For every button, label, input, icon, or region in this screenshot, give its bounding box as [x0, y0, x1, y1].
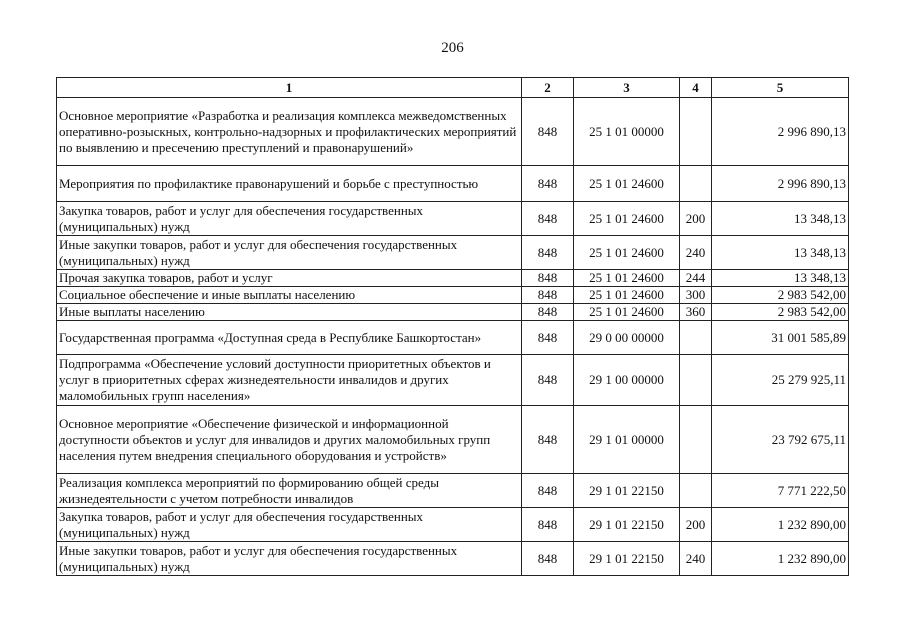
table-row	[57, 202, 849, 236]
row-code-cell: 848	[522, 287, 574, 304]
row-name-cell: Закупка товаров, работ и услуг для обеспечения государственных (муниципальных) нужд	[57, 202, 522, 236]
row-type-cell: 200	[680, 202, 712, 236]
row-amount-cell: 23 792 675,11	[712, 406, 849, 474]
row-name-cell: Иные выплаты населению	[57, 304, 522, 321]
table-row	[57, 474, 849, 508]
row-article-cell: 25 1 01 24600	[574, 166, 680, 202]
row-name-cell: Основное мероприятие «Обеспечение физической и информационной доступности объектов и услуг для инвалидов и других маломобильных групп населения путем внедрения специального оборудования и устройств»	[57, 406, 522, 474]
row-name-cell: Мероприятия по профилактике правонарушений и борьбе с преступностью	[57, 166, 522, 202]
row-article-cell: 25 1 01 24600	[574, 202, 680, 236]
table-row	[57, 98, 849, 166]
table-row	[57, 236, 849, 270]
row-article-cell: 29 1 00 00000	[574, 355, 680, 406]
row-name-cell: Социальное обеспечение и иные выплаты населению	[57, 287, 522, 304]
row-amount-cell: 2 996 890,13	[712, 98, 849, 166]
table-row	[57, 355, 849, 406]
row-amount-cell: 1 232 890,00	[712, 542, 849, 576]
header-col-5: 5	[712, 78, 849, 98]
table-row	[57, 166, 849, 202]
row-article-cell: 29 1 01 22150	[574, 474, 680, 508]
row-amount-cell: 13 348,13	[712, 270, 849, 287]
row-amount-cell: 13 348,13	[712, 202, 849, 236]
table-row	[57, 270, 849, 287]
row-type-cell: 300	[680, 287, 712, 304]
row-code-cell: 848	[522, 202, 574, 236]
row-article-cell: 29 1 01 22150	[574, 508, 680, 542]
row-type-cell	[680, 98, 712, 166]
page-number: 206	[441, 40, 464, 56]
row-code-cell: 848	[522, 166, 574, 202]
row-amount-cell: 2 996 890,13	[712, 166, 849, 202]
row-code-cell: 848	[522, 474, 574, 508]
row-code-cell: 848	[522, 236, 574, 270]
row-name-cell: Подпрограмма «Обеспечение условий доступности приоритетных объектов и услуг в приоритетных сферах жизнедеятельности инвалидов и других маломобильных групп населения»	[57, 355, 522, 406]
row-amount-cell: 13 348,13	[712, 236, 849, 270]
table-header-row	[57, 78, 849, 98]
row-code-cell: 848	[522, 270, 574, 287]
row-code-cell: 848	[522, 542, 574, 576]
row-article-cell: 25 1 01 24600	[574, 287, 680, 304]
row-name-cell: Основное мероприятие «Разработка и реализация комплекса межведомственных оперативно-розыскных, контрольно-надзорных и профилактических мероприятий по выявлению и пресечению преступлений и правонарушений»	[57, 98, 522, 166]
row-code-cell: 848	[522, 355, 574, 406]
budget-table	[56, 77, 849, 576]
row-code-cell: 848	[522, 98, 574, 166]
row-name-cell: Прочая закупка товаров, работ и услуг	[57, 270, 522, 287]
row-type-cell: 360	[680, 304, 712, 321]
row-article-cell: 29 1 01 00000	[574, 406, 680, 474]
header-col-1: 1	[57, 78, 522, 98]
row-code-cell: 848	[522, 508, 574, 542]
row-type-cell: 244	[680, 270, 712, 287]
table-row	[57, 304, 849, 321]
table-row	[57, 321, 849, 355]
row-amount-cell: 2 983 542,00	[712, 287, 849, 304]
row-name-cell: Реализация комплекса мероприятий по формированию общей среды жизнедеятельности с учетом потребности инвалидов	[57, 474, 522, 508]
row-amount-cell: 25 279 925,11	[712, 355, 849, 406]
row-article-cell: 29 1 01 22150	[574, 542, 680, 576]
row-name-cell: Закупка товаров, работ и услуг для обеспечения государственных (муниципальных) нужд	[57, 508, 522, 542]
row-type-cell	[680, 321, 712, 355]
header-col-3: 3	[574, 78, 680, 98]
header-col-2: 2	[522, 78, 574, 98]
row-amount-cell: 7 771 222,50	[712, 474, 849, 508]
table-row	[57, 406, 849, 474]
header-col-4: 4	[680, 78, 712, 98]
row-article-cell: 25 1 01 24600	[574, 304, 680, 321]
row-article-cell: 25 1 01 24600	[574, 236, 680, 270]
row-name-cell: Иные закупки товаров, работ и услуг для обеспечения государственных (муниципальных) нужд	[57, 236, 522, 270]
row-article-cell: 25 1 01 24600	[574, 270, 680, 287]
table-row	[57, 287, 849, 304]
row-type-cell	[680, 474, 712, 508]
row-type-cell: 200	[680, 508, 712, 542]
row-article-cell: 29 0 00 00000	[574, 321, 680, 355]
row-type-cell: 240	[680, 236, 712, 270]
row-type-cell	[680, 166, 712, 202]
table-row	[57, 508, 849, 542]
row-type-cell	[680, 355, 712, 406]
row-name-cell: Иные закупки товаров, работ и услуг для обеспечения государственных (муниципальных) нужд	[57, 542, 522, 576]
row-amount-cell: 2 983 542,00	[712, 304, 849, 321]
row-article-cell: 25 1 01 00000	[574, 98, 680, 166]
row-amount-cell: 1 232 890,00	[712, 508, 849, 542]
row-code-cell: 848	[522, 406, 574, 474]
row-amount-cell: 31 001 585,89	[712, 321, 849, 355]
row-code-cell: 848	[522, 321, 574, 355]
row-type-cell: 240	[680, 542, 712, 576]
row-type-cell	[680, 406, 712, 474]
row-code-cell: 848	[522, 304, 574, 321]
row-name-cell: Государственная программа «Доступная среда в Республике Башкортостан»	[57, 321, 522, 355]
table-row	[57, 542, 849, 576]
